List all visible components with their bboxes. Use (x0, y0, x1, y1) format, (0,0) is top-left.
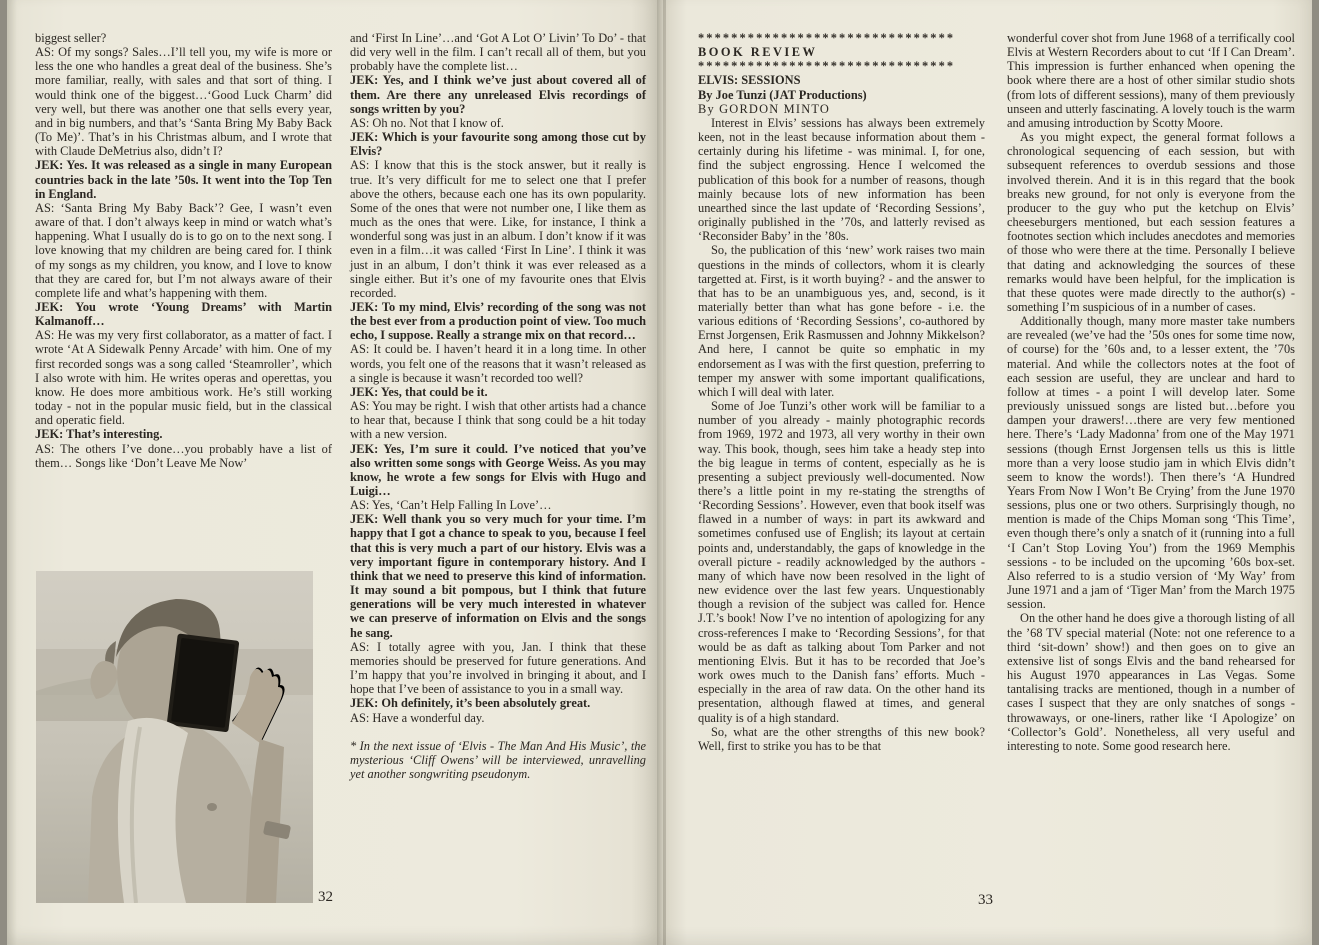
book-review-header (698, 31, 985, 102)
interview-paragraph: JEK: You wrote ‘Young Dreams’ with Martin Kalmanoff… (35, 299, 332, 329)
interview-paragraph: JEK: Yes, I’m sure it could. I’ve noticed that you’ve also written some songs with George Weiss. As you may know, he wrote a few songs for Elvis with Hugo and Luigi… (350, 441, 646, 498)
interview-paragraph: JEK: Which is your favourite song among those cut by Elvis? (350, 130, 646, 159)
review-paragraph: Additionally though, many more master take numbers are revealed (we’ve had the ’50s ones for some time now, of course) for the ’60s and, to a lesser extent, the ’70s material. And while the collectors notes at the foot of each session are useful, they are unclear and hard to follow at times - a point I will develop later. Some previously unissued songs are listed but…before you dampen your drawers!…there are very few mentioned here. There’s ‘Lady Madonna’ from one of the May 1971 sessions (though Ernst Jorgensen tells us this is little more than a very loose studio jam in which Elvis didn’t seem to know the words!). Then there’s ‘A Hundred Years From Now I Won’t Be Crying’ from the June 1970 sessions, plus one or two others. Surprisingly though, no mention is made of the Chips Moman song ‘This Time’, even though there’s only a snatch of it (running into a full ‘I Can’t Stop Loving You’) from the 1969 Memphis sessions - to be included on the upcoming ’60s box-set. Also referred to is a studio version of ‘My Way’ from June 1971 and a jam of ‘Tiger Man’ from the March 1975 session. (1007, 314, 1295, 612)
interview-paragraph: AS: I know that this is the stock answer, but it really is true. It’s very difficult for me to select one that I prefer above the others, because each one has its own popularity. Some of the ones that were not number one, I like them as much as the ones that were. Like, for instance, I think a wonderful song was just in an album. I don’t know if it was even in a film…it was called ‘First In Line’. I think it was just in an album, I don’t think it was ever released as a single either. But it’s one of my favourite ones that Elvis recorded. (350, 158, 646, 300)
elvis-photo (36, 571, 313, 903)
page-number-32: 32 (318, 889, 333, 905)
interview-paragraph: JEK: Oh definitely, it’s been absolutely great. (350, 696, 591, 711)
review-paragraph: wonderful cover shot from June 1968 of a terrifically cool Elvis at Western Recorders about to cut ‘If I Can Dream’. This impression is further enhanced when opening the book where there are a host of other similar studio shots (from lots of different sessions), many of them previously unseen and utterly fascinating. A lovely touch is the warm and amusing introduction by Scotty Moore. (1007, 31, 1295, 130)
interview-paragraph: and ‘First In Line’…and ‘Got A Lot O’ Livin’ To Do’ - that did very well in the film. I can’t recall all of them, but you probably have the complete list… (350, 31, 646, 74)
review-paragraph: On the other hand he does give a thorough listing of all the ’68 TV special material (Note: not one reference to a third ‘sit-down’ show!) and then goes on to give an extensive list of songs Elvis and the band rehearsed for his August 1970 appearances in Las Vegas. Some tantalising tracks are mentioned, though in a number of cases I suspect that they are only snatches of songs - throwaways, or one-liners, rather like ‘I Apologize’ on ‘Collector’s Gold’. Nonetheless, all very useful and interesting to note. Some good research here. (1007, 611, 1295, 753)
right-column-1 (698, 31, 985, 753)
left-column-2 (350, 31, 646, 781)
reviewer-byline: By GORDON MINTO (698, 101, 831, 116)
interview-paragraph: AS: You may be right. I wish that other artists had a chance to hear that, because I think that song could be a hit today with a new version. (350, 399, 646, 442)
page-right (657, 0, 1312, 945)
interview-paragraph: AS: Have a wonderful day. (350, 710, 485, 725)
review-paragraph: Some of Joe Tunzi’s other work will be familiar to a number of you already - mainly photographic records from 1969, 1972 and 1973, all very worthy in their own way. This book, though, sees him take a heady step into the big league in terms of content, especially as he is presenting a subject previously well-documented. Now there’s a little point in my re-stating the strengths of ‘Recording Sessions’. However, even that book itself was flawed in a number of ways: in part its awkward and sometimes confused use of English; its layout at certain points and, understandably, the gaps of knowledge in the overall picture - readily acknowledged by the authors - many of which have now been resolved in the light of new evidence over the last few years. Unquestionably though a revision of the subject was called for. Hence J.T.’s book! Now I’ve no intention of apologizing for any cross-references I make to ‘Recording Sessions’, for that would be as daft as talking about Tom Parker and not mentioning Elvis. But it has to be recorded that Joe’s work owes much to the Danish fans’ efforts. Much - especially in the area of raw data. On the other hand its presentation, although flawed at times, and general quality is of a high standard. (698, 399, 985, 725)
book-author: By Joe Tunzi (JAT Productions) (698, 87, 867, 102)
interview-paragraph: AS: It could be. I haven’t heard it in a long time. In other words, you felt one of the reasons that it wasn’t released as a single is because it wasn’t recorded too well? (350, 342, 646, 385)
interview-paragraph: AS: Of my songs? Sales…I’ll tell you, my wife is more or less the one who handles a great deal of the business. She’s more familiar, really, with sales and that sort of thing. I would think one of the biggest…‘Good Luck Charm’ did very well, but there was another one that sells every year, and in big numbers, and that’s ‘Santa Bring My Baby Back (To Me)’. That’s in his Christmas album, and I wrote that with Claude DeMetrius also, didn’t I? (35, 45, 332, 159)
left-column-1 (35, 31, 332, 470)
book-review-title: BOOK REVIEW (698, 45, 818, 60)
review-paragraph: As you might expect, the general format follows a chronological sequencing of each session, but with subsequent references to overdub sessions and those involved therein. And it is in this regard that the book breaks new ground, for not only is everyone from the producer to the guy who put the ketchup on Elvis’ cheeseburgers mentioned, but each session features a footnotes section which includes anecdotes and memories of those who were there at the time. Personally I believe that dating and acknowledging the sources of these remarks would have been helpful, for the implication is that these quotes were made directly to the author(s) - something I’m suspicious of in a number of cases. (1007, 130, 1295, 314)
interview-paragraph: AS: The others I’ve done…you probably have a list of them… Songs like ‘Don’t Leave Me Now’ (35, 441, 332, 470)
page-left (7, 0, 657, 945)
interview-paragraph: biggest seller? (35, 31, 107, 45)
review-paragraph: So, what are the other strengths of this new book? Well, first to strike you has to be that (698, 724, 985, 753)
interview-paragraph: JEK: Yes, and I think we’ve just about covered all of them. Are there any unreleased Elvis recordings of songs written by you? (350, 73, 646, 116)
asterisk-divider-bottom: ******************************* (698, 59, 956, 74)
interview-paragraph: JEK: That’s interesting. (35, 427, 163, 442)
interview-paragraph: JEK: Yes. It was released as a single in many European countries back in the late ’50s. It went into the Top Ten in England. (35, 158, 332, 201)
asterisk-divider-top: ******************************* (698, 31, 956, 45)
right-column-2 (1007, 31, 1295, 753)
interview-paragraph: AS: Yes, ‘Can’t Help Falling In Love’… (350, 498, 552, 513)
interview-paragraph: AS: ‘Santa Bring My Baby Back’? Gee, I wasn’t even aware of that. I don’t always keep in mind or watch what’s happening. What I usually do is to go on to the next song. I love knowing that my children are being cared for. I think of my songs as my children, you know, and I love to know that they are cared for, but I’m not always aware of their complete life and what’s happening with them. (35, 200, 332, 300)
review-paragraph: Interest in Elvis’ sessions has always been extremely keen, not in the least because information about them - certainly during his lifetime - was minimal. I, for one, find the subject engrossing. Hence I welcomed the publication of this book for a number of reasons, though mainly because lots of new information has been unearthed since the last update of ‘Recording Sessions’, originally published in the ’70s, and latterly revised as ‘Reconsider Baby’ in the ’80s. (698, 115, 985, 244)
interview-paragraph: AS: I totally agree with you, Jan. I think that these memories should be preserved for future generations. And I’m happy that you’re involved in bringing it about, and I hope that I’ve been of assistance to you in a small way. (350, 639, 646, 697)
page-number-33: 33 (978, 892, 993, 908)
interview-paragraph: AS: Oh no. Not that I know of. (350, 115, 504, 130)
interview-paragraph: JEK: Well thank you so very much for your time. I’m happy that I got a chance to speak to you, because I feel that this is very much a part of our history. Elvis was a very important figure in contemporary history. And I think that we need to preserve this kind of information. It may sound a bit pompous, but I think that future generations will be very much interested in whatever we can preserve of information on Elvis and the songs he sang. (350, 512, 646, 640)
interview-paragraph: AS: He was my very first collaborator, as a matter of fact. I wrote ‘At A Sidewalk Penny Arcade’ with him. One of my first recorded songs was a song called ‘Steamroller’, which I also wrote with him. He writes operas and operettas, you know. He does more ambitious work. He’s still working today - not in the popular music field, but in the classical and operatic field. (35, 328, 332, 428)
next-issue-footnote: * In the next issue of ‘Elvis - The Man And His Music’, the mysterious ‘Cliff Owens’ will be interviewed, unravelling yet another songwriting pseudonym. (350, 738, 646, 781)
review-paragraph: So, the publication of this ‘new’ work raises two main questions in the minds of collectors, whom it is clearly targetted at. First, is it worth buying? - and the answer to that has to be an unambiguous yes, and, second, is it materially better than what has gone before - i.e. the various editions of ‘Recording Sessions’, co-authored by Ernst Jorgensen, Erik Rasmussen and Johnny Mikkelson? And here, I cannot be quite so emphatic in my endorsement as I was with the first question, preferring to temper my answer with some important qualifications, which I will deal with later. (698, 243, 985, 399)
interview-paragraph: JEK: Yes, that could be it. (350, 384, 488, 399)
book-title: ELVIS: SESSIONS (698, 73, 801, 88)
interview-paragraph: JEK: To my mind, Elvis’ recording of the song was not the best ever from a production point of view. Too much echo, I suppose. Really a strange mix on that record… (350, 299, 646, 343)
